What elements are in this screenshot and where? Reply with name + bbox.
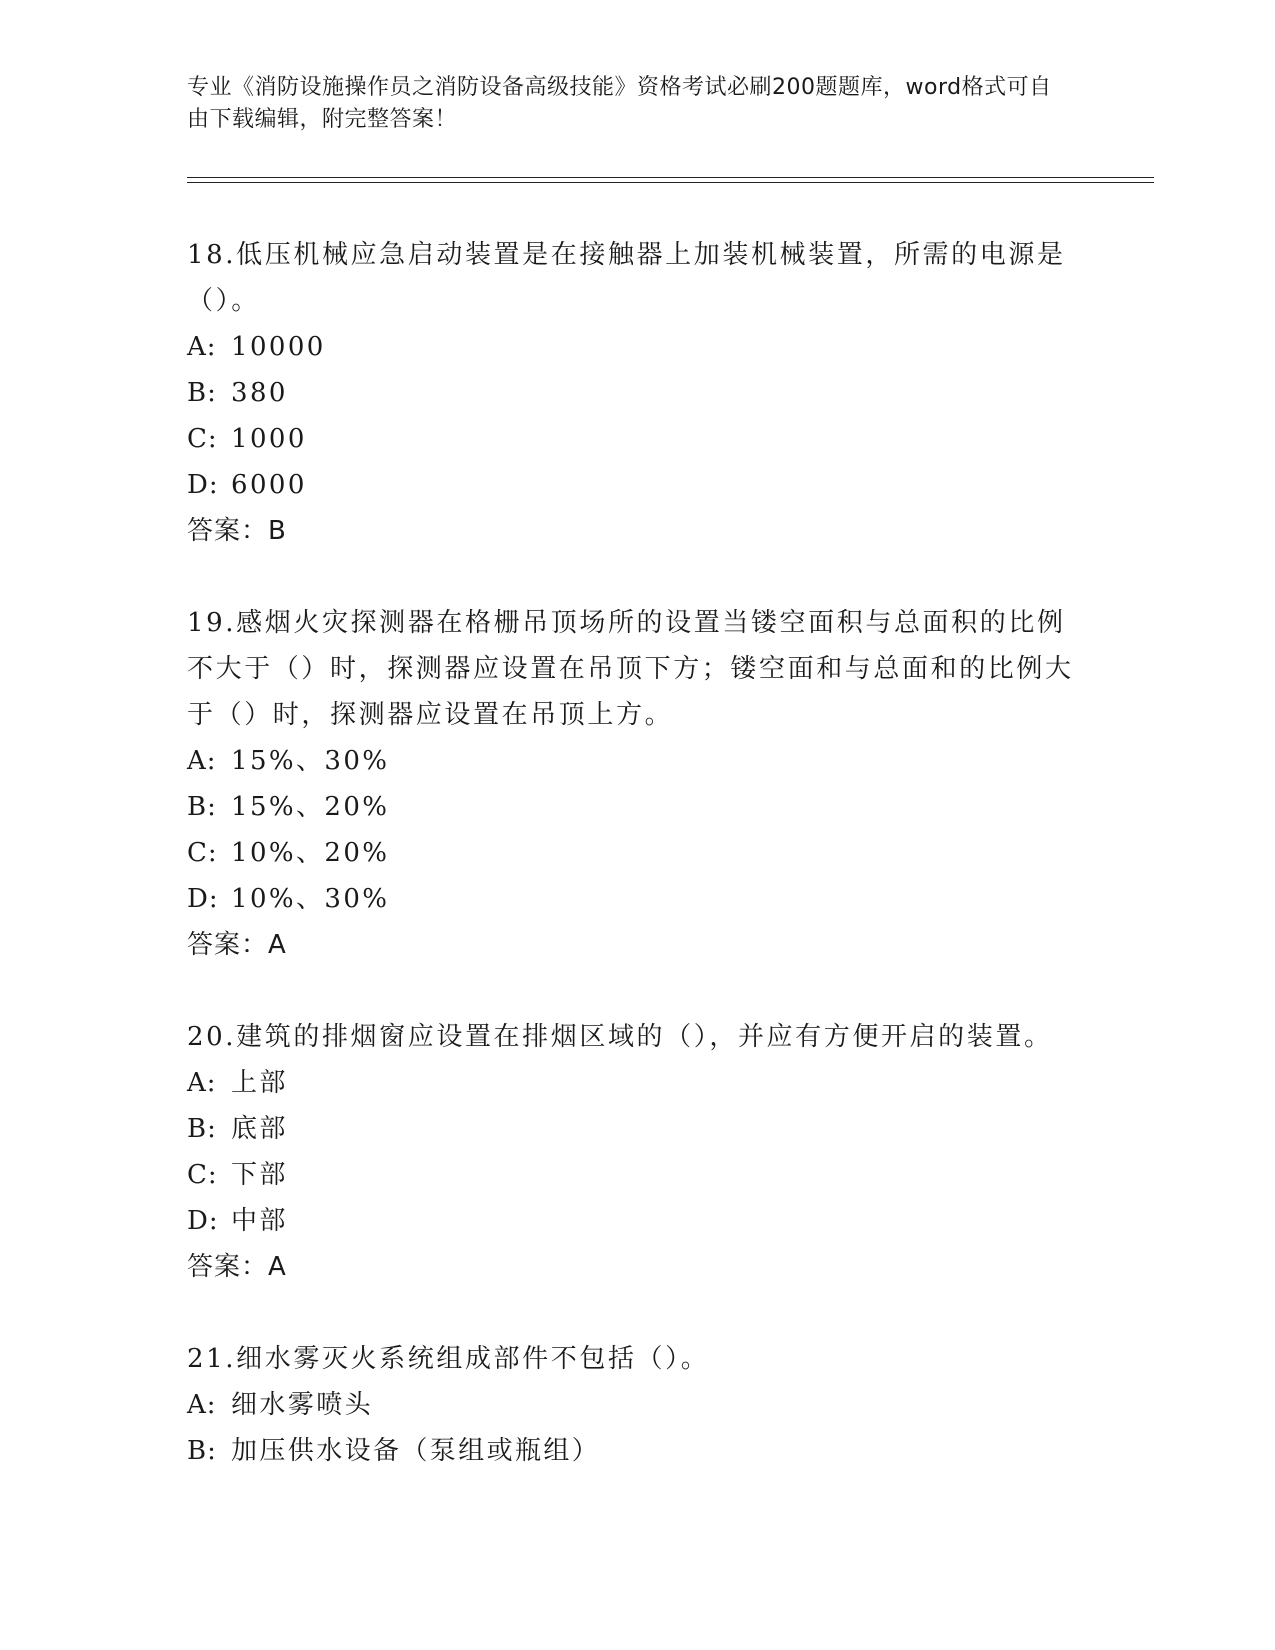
option-letter: A: xyxy=(187,746,217,776)
answer-line: 答案：A xyxy=(187,930,287,960)
answer-line: 答案：B xyxy=(187,516,287,546)
option-a xyxy=(187,1382,1087,1428)
option-text: 下部 xyxy=(231,1160,288,1190)
option-text: 中部 xyxy=(231,1206,288,1236)
header-rule-top xyxy=(187,177,1154,178)
question-stem: 18.低压机械应急启动装置是在接触器上加装机械装置，所需的电源是（）。 xyxy=(187,240,1066,316)
option-text: 6000 xyxy=(231,470,307,500)
option-a xyxy=(187,738,1087,784)
option-b xyxy=(187,1428,1087,1474)
option-letter: A: xyxy=(187,1068,217,1098)
option-letter: C: xyxy=(187,838,218,868)
question-stem: 19.感烟火灾探测器在格栅吊顶场所的设置当镂空面积与总面积的比例不大于（）时，探测器应设置在吊顶下方；镂空面和与总面和的比例大于（）时，探测器应设置在吊顶上方。 xyxy=(187,608,1074,730)
option-text: 1000 xyxy=(231,424,307,454)
option-text: 加压供水设备（泵组或瓶组） xyxy=(231,1436,601,1466)
header-rule-bottom xyxy=(187,182,1154,183)
option-a xyxy=(187,324,1087,370)
option-text: 10%、30% xyxy=(231,884,390,914)
question-stem: 21.细水雾灭火系统组成部件不包括（）。 xyxy=(187,1344,710,1374)
option-letter: B: xyxy=(187,792,217,822)
option-text: 15%、20% xyxy=(231,792,390,822)
answer-line: 答案：A xyxy=(187,1252,287,1282)
option-letter: D: xyxy=(187,1206,219,1236)
option-c xyxy=(187,830,1087,876)
question-list xyxy=(187,232,1087,1520)
option-letter: B: xyxy=(187,1114,217,1144)
option-text: 380 xyxy=(231,378,288,408)
option-letter: D: xyxy=(187,884,219,914)
option-letter: D: xyxy=(187,470,219,500)
option-letter: C: xyxy=(187,1160,218,1190)
option-d xyxy=(187,1198,1087,1244)
option-text: 底部 xyxy=(231,1114,288,1144)
question-20 xyxy=(187,1014,1087,1290)
option-b xyxy=(187,1106,1087,1152)
option-letter: A: xyxy=(187,1390,217,1420)
question-18 xyxy=(187,232,1087,554)
option-text: 细水雾喷头 xyxy=(231,1390,374,1420)
option-d xyxy=(187,876,1087,922)
option-letter: C: xyxy=(187,424,218,454)
option-c xyxy=(187,1152,1087,1198)
question-21 xyxy=(187,1336,1087,1474)
option-d xyxy=(187,462,1087,508)
option-letter: B: xyxy=(187,1436,217,1466)
option-letter: A: xyxy=(187,332,217,362)
option-text: 10%、20% xyxy=(231,838,390,868)
document-header: 专业《消防设施操作员之消防设备高级技能》资格考试必刷200题题库，word格式可自由下载编辑，附完整答案！ xyxy=(187,75,1052,132)
option-text: 上部 xyxy=(231,1068,288,1098)
option-letter: B: xyxy=(187,378,217,408)
option-a xyxy=(187,1060,1087,1106)
question-stem: 20.建筑的排烟窗应设置在排烟区域的（），并应有方便开启的装置。 xyxy=(187,1022,1053,1052)
question-19 xyxy=(187,600,1087,968)
option-c xyxy=(187,416,1087,462)
option-b xyxy=(187,370,1087,416)
option-b xyxy=(187,784,1087,830)
option-text: 10000 xyxy=(231,332,326,362)
option-text: 15%、30% xyxy=(231,746,390,776)
